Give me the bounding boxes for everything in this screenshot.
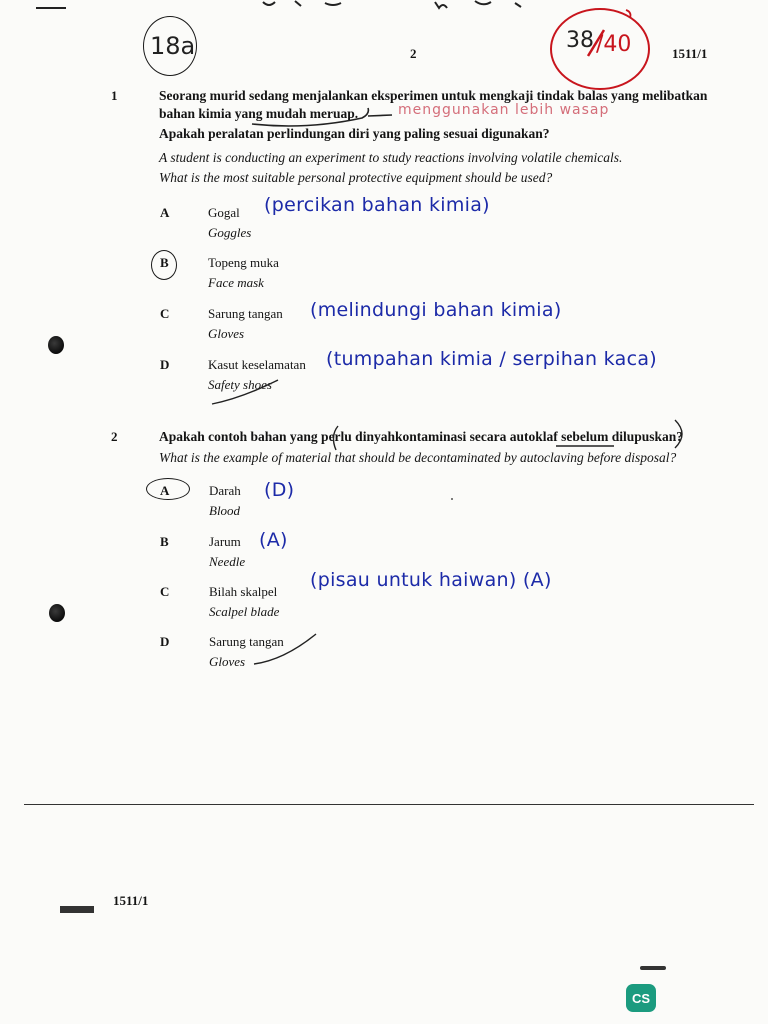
question-1-english-question: What is the most suitable personal protective equipment should be used?	[159, 170, 553, 185]
question-1-number: 1	[111, 88, 118, 103]
q1-option-a-note: (percikan bahan kimia)	[264, 194, 490, 216]
q1-option-d-malay: Kasut keselamatan	[208, 357, 306, 372]
q1-option-b-letter: B	[160, 255, 169, 270]
paper-code-top: 1511/1	[672, 46, 708, 61]
q1-option-a-english: Goggles	[208, 225, 252, 240]
q2-option-d-letter: D	[160, 634, 170, 649]
q1-option-b-english: Face mask	[208, 275, 264, 290]
question-1-margin-note: menggunakan lebih wasap	[398, 102, 610, 118]
question-1-malay-line1: Seorang murid sedang menjalankan eksperimen untuk mengkaji tindak balas yang melibatkan	[159, 88, 708, 103]
footer-marker	[60, 906, 94, 913]
q2-option-b-letter: B	[160, 534, 169, 549]
q2-option-a-note: (D)	[264, 479, 295, 501]
mark-final: /40	[596, 32, 632, 57]
q2-option-b-english: Needle	[209, 554, 246, 569]
top-left-dash	[36, 7, 66, 9]
question-1-malay-question: Apakah peralatan perlindungan diri yang paling sesuai digunakan?	[159, 126, 550, 141]
handwritten-score: 18a	[150, 32, 196, 60]
question-2-markup	[320, 418, 700, 452]
q1-option-c-note: (melindungi bahan kimia)	[310, 299, 562, 321]
q2-option-c-letter: C	[160, 584, 170, 599]
camscanner-badge	[626, 984, 656, 1012]
question-1-malay-line2: bahan kimia yang mudah meruap.	[159, 106, 359, 121]
camscanner-badge-label: CS	[631, 990, 651, 1006]
q1-option-c-malay: Sarung tangan	[208, 306, 283, 321]
q2-option-d-english: Gloves	[209, 654, 246, 669]
question-1-english-line1: A student is conducting an experiment to study reactions involving volatile chemicals.	[159, 150, 623, 165]
q2-option-a-malay: Darah	[209, 483, 241, 498]
bottom-right-mark	[640, 966, 666, 970]
q2-option-d-malay: Sarung tangan	[209, 634, 284, 649]
q1-option-b-malay: Topeng muka	[208, 255, 279, 270]
question-2-english-question: What is the example of material that should be decontaminated by autoclaving before disposal?	[159, 450, 677, 465]
top-cutoff-handwriting	[255, 0, 555, 10]
scan-speck	[451, 498, 453, 500]
q1-option-d-note: (tumpahan kimia / serpihan kaca)	[326, 348, 657, 370]
mark-original: 38	[566, 28, 594, 53]
q1-option-c-letter: C	[160, 306, 170, 321]
q1-option-a-malay: Gogal	[208, 205, 240, 220]
page-number: 2	[410, 46, 417, 61]
q2-option-d-underline	[250, 632, 320, 668]
q2-option-c-malay: Bilah skalpel	[209, 584, 278, 599]
q2-option-b-malay: Jarum	[209, 534, 241, 549]
q2-option-c-english: Scalpel blade	[209, 604, 280, 619]
question-2-malay-question: Apakah contoh bahan yang perlu dinyahkontaminasi secara autoklaf sebelum dilupuskan?	[159, 429, 684, 444]
mark-correction-stroke	[586, 28, 606, 58]
binder-hole	[48, 336, 64, 354]
q2-option-b-note: (A)	[259, 529, 288, 551]
q1-option-d-english: Safety shoes	[208, 377, 272, 392]
q2-option-a-letter: A	[160, 483, 170, 498]
binder-hole	[49, 604, 65, 622]
q1-option-d-letter: D	[160, 357, 170, 372]
q2-option-c-note: (pisau untuk haiwan) (A)	[310, 569, 552, 591]
question-2-number: 2	[111, 429, 118, 444]
q1-option-c-english: Gloves	[208, 326, 245, 341]
q2-option-a-english: Blood	[209, 503, 241, 518]
paper-code-footer: 1511/1	[113, 893, 149, 908]
q1-option-d-underline	[210, 378, 282, 408]
footer-rule	[24, 804, 754, 805]
q1-option-a-letter: A	[160, 205, 170, 220]
